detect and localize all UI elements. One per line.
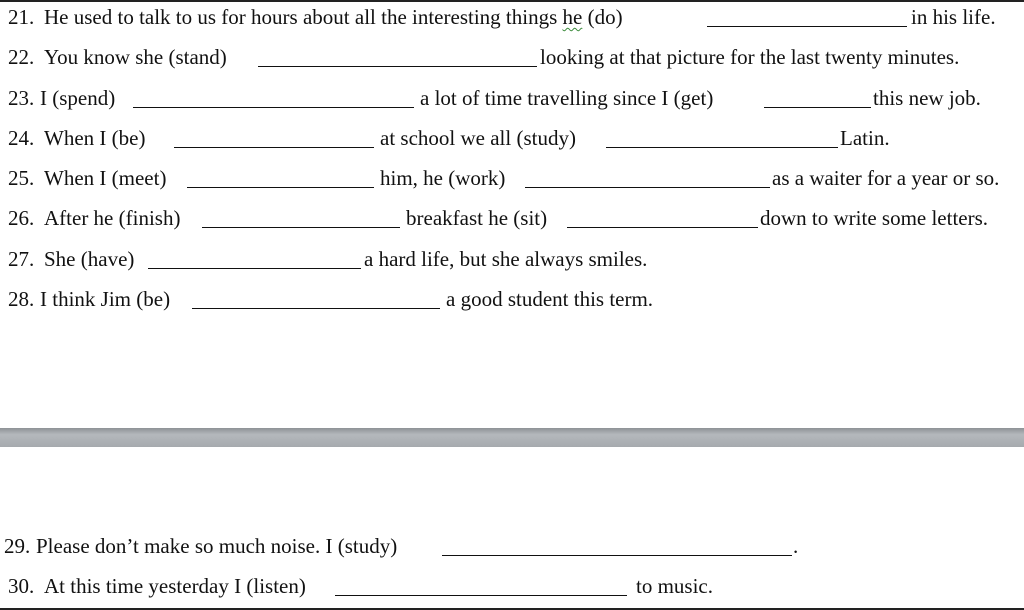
- exercise-item-29: [0, 531, 1024, 561]
- exercise-item-30: [0, 571, 1024, 601]
- item-number: 30.: [8, 574, 35, 598]
- item-text-end: this new job.: [873, 86, 981, 110]
- item-text-end: in his life.: [911, 5, 996, 29]
- item-text: After he (finish): [44, 206, 181, 230]
- item-text-part: He used to talk to us for hours about all the interesting things: [44, 5, 563, 29]
- answer-blank[interactable]: [133, 107, 414, 108]
- answer-blank[interactable]: [192, 308, 440, 309]
- answer-blank[interactable]: [764, 107, 871, 108]
- item-number: 22.: [8, 45, 35, 69]
- item-text: When I (meet): [44, 166, 167, 190]
- exercise-item-25: [0, 163, 1024, 193]
- item-text-end: a good student this term.: [446, 287, 654, 311]
- item-text: She (have): [44, 247, 135, 271]
- item-text-end: to music.: [636, 574, 713, 598]
- exercise-item-22: [0, 42, 1024, 72]
- item-text-end: a hard life, but she always smiles.: [364, 247, 648, 271]
- exercise-item-26: [0, 203, 1024, 233]
- item-text-part: (do): [582, 5, 623, 29]
- answer-blank[interactable]: [258, 66, 537, 67]
- exercise-item-28: [0, 284, 1024, 314]
- answer-blank[interactable]: [202, 227, 400, 228]
- item-number: 24.: [8, 126, 35, 150]
- answer-blank[interactable]: [148, 268, 361, 269]
- exercise-item-24: [0, 123, 1024, 153]
- answer-blank[interactable]: [606, 147, 838, 148]
- item-text-end: .: [793, 534, 799, 558]
- exercise-item-21: [0, 2, 1024, 32]
- exercise-item-27: [0, 244, 1024, 274]
- item-text-end: down to write some letters.: [760, 206, 989, 230]
- item-text-middle: breakfast he (sit): [406, 206, 548, 230]
- item-text-middle: him, he (work): [380, 166, 506, 190]
- spellcheck-flagged-word[interactable]: he: [562, 5, 583, 29]
- answer-blank[interactable]: [567, 227, 758, 228]
- item-text-middle: a lot of time travelling since I (get): [420, 86, 714, 110]
- answer-blank[interactable]: [707, 26, 907, 27]
- item-number: 26.: [8, 206, 35, 230]
- answer-blank[interactable]: [174, 147, 374, 148]
- item-text: At this time yesterday I (listen): [44, 574, 306, 598]
- answer-blank[interactable]: [187, 187, 374, 188]
- answer-blank[interactable]: [442, 555, 792, 556]
- item-text-end: Latin.: [840, 126, 890, 150]
- item-number: 25.: [8, 166, 35, 190]
- item-number: 28.: [8, 287, 35, 311]
- item-text: Please don’t make so much noise. I (study): [36, 534, 398, 558]
- item-text: You know she (stand): [44, 45, 227, 69]
- item-number: 27.: [8, 247, 35, 271]
- item-text: I think Jim (be): [40, 287, 171, 311]
- item-number: 23.: [8, 86, 35, 110]
- item-number: 21.: [8, 5, 35, 29]
- page-break-gap: [0, 428, 1024, 447]
- item-text: When I (be): [44, 126, 146, 150]
- answer-blank[interactable]: [335, 595, 627, 596]
- item-text: I (spend): [40, 86, 116, 110]
- item-text-middle: at school we all (study): [380, 126, 576, 150]
- item-text-end: looking at that picture for the last twenty minutes.: [540, 45, 960, 69]
- item-number: 29.: [4, 534, 31, 558]
- answer-blank[interactable]: [525, 187, 770, 188]
- item-text-end: as a waiter for a year or so.: [772, 166, 1000, 190]
- item-text: [44, 2, 623, 32]
- exercise-item-23: [0, 83, 1024, 113]
